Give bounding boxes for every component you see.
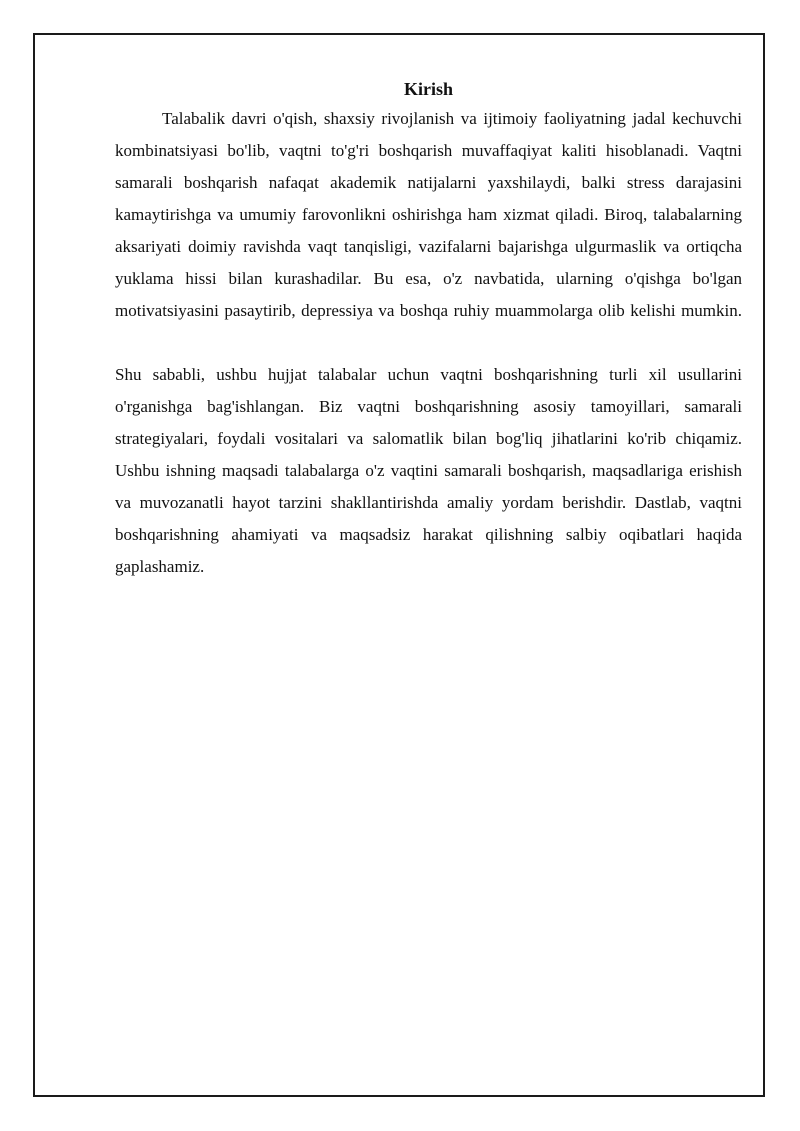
page-title: Kirish [403, 79, 453, 99]
paragraph-purpose: Shu sababli, ushbu hujjat talabalar uchun vaqtni boshqarishning turli xil usullarini o'rganishga bag'ishlangan. Biz vaqtni boshqarishning asosiy tamoyillari, samarali strategiyalari, foydali vositalari va salomatlik bilan bog'liq jihatlarini ko'rib chiqamiz. Ushbu ishning maqsadi talabalarga o'z vaqtini samarali boshqarish, maqsadlariga erishish va muvozanatli hayot tarzini shakllantirishda amaliy yordam berishdir. Dastlab, vaqtni boshqarishning ahamiyati va maqsadsiz harakat qilishning salbiy oqibatlari haqida gaplashamiz. [115, 365, 742, 576]
paragraph-intro: Talabalik davri o'qish, shaxsiy rivojlanish va ijtimoiy faoliyatning jadal kechuvchi kombinatsiyasi bo'lib, vaqtni to'g'ri boshqarish muvaffaqiyat kaliti hisoblanadi. Vaqtni samarali boshqarish nafaqat akademik natijalarni yaxshilaydi, balki stress darajasini kamaytirishga va umumiy farovonlikni oshirishga ham xizmat qiladi. Biroq, talabalarning aksariyati doimiy ravishda vaqt tanqisligi, vazifalarni bajarishga ulgurmaslik va ortiqcha yuklama hissi bilan kurashadilar. Bu esa, o'z navbatida, ularning o'qishga bo'lgan motivatsiyasini pasaytirib, depressiya va boshqa ruhiy muammolarga olib kelishi mumkin. [115, 109, 742, 320]
document-body [115, 76, 742, 583]
